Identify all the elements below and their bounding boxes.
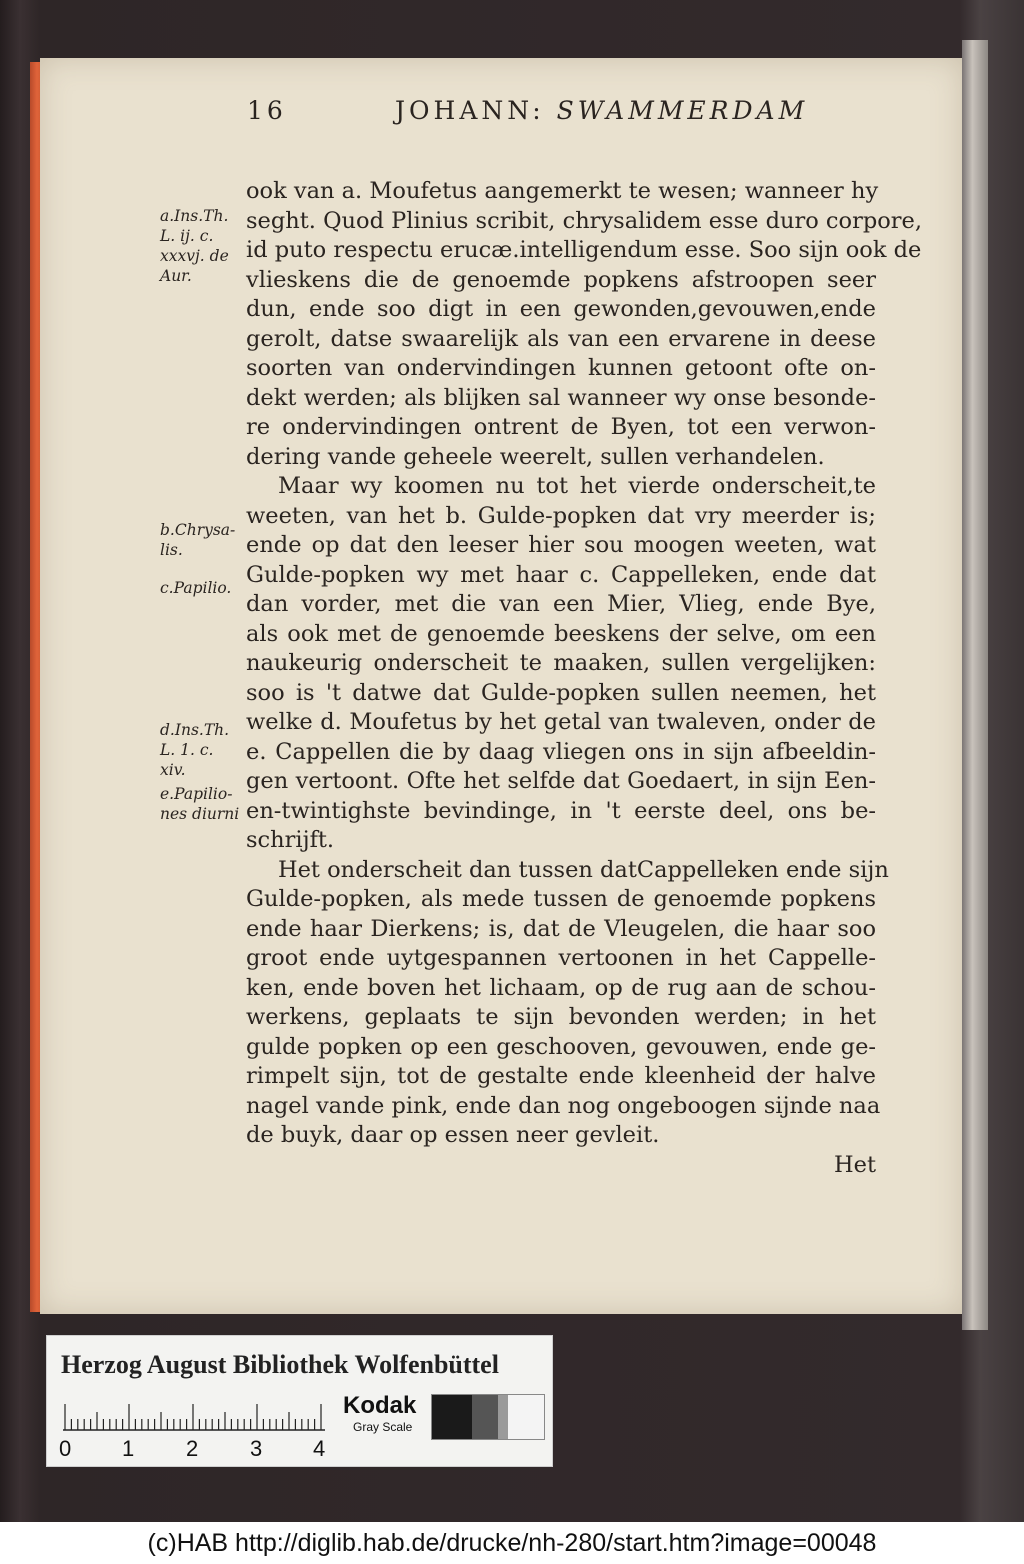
margin-note-line: c.Papilio. xyxy=(160,579,232,597)
gray-swatch xyxy=(472,1395,498,1439)
text-line: als ook met de genoemde beeskens der selve, om een xyxy=(246,620,876,647)
margin-note-line: e.Papilio- xyxy=(160,785,233,803)
text-line: dan vorder, met die van een Mier, Vlieg, ende Bye, xyxy=(246,591,876,617)
text-line: weeten, van het b. Gulde-popken dat vry meerder is; xyxy=(246,502,876,529)
text-line: soo is 't datwe dat Gulde-popken sullen neemen, het xyxy=(246,679,876,706)
ruler-number: 3 xyxy=(250,1436,263,1461)
body-text xyxy=(246,177,923,1180)
margin-note-line: a.Ins.Th. xyxy=(160,207,229,225)
text-line: schrijft. xyxy=(246,827,335,853)
margin-note-line: L. ij. c. xyxy=(160,227,214,245)
text-line: id puto respectu erucæ.intelligendum esse. Soo sijn ook de xyxy=(246,237,922,263)
ruler-number: 2 xyxy=(186,1436,199,1461)
gray-swatch xyxy=(432,1395,472,1439)
margin-note-a xyxy=(160,206,248,286)
book-fore-edge xyxy=(962,40,988,1330)
running-head-upright: JOHANN: xyxy=(395,96,545,125)
text-line: ken, ende boven het lichaam, op de rug aan de schou- xyxy=(246,974,876,1001)
running-head-italic: SWAMMERDAM xyxy=(556,96,809,125)
text-line: dun, ende soo digt in een gewonden,gevouwen,ende xyxy=(246,296,876,322)
text-line: nagel vande pink, ende dan nog ongeboogen sijnde naa xyxy=(246,1092,881,1119)
margin-note-line: Aur. xyxy=(160,267,192,285)
ruler-number: 1 xyxy=(122,1436,135,1461)
text-line: naukeurig onderscheit te maaken, sullen vergelijken: xyxy=(246,650,876,676)
margin-note-b xyxy=(160,520,248,560)
text-line: Het onderscheit dan tussen datCappelleken ende sijn xyxy=(278,856,889,883)
text-line: ook van a. Moufetus aangemerkt te wesen; wanneer hy xyxy=(246,178,879,204)
margin-note-e xyxy=(160,784,248,824)
text-line: dering vande geheele weerelt, sullen verhandelen. xyxy=(246,443,825,470)
kodak-logo: Kodak xyxy=(343,1392,417,1419)
margin-note-d xyxy=(160,720,248,780)
credit-footer: (c)HAB http://diglib.hab.de/drucke/nh-280/start.htm?image=00048 xyxy=(0,1522,1024,1564)
text-line: seght. Quod Plinius scribit, chrysalidem esse duro corpore, xyxy=(246,207,923,234)
text-line: soorten van ondervindingen kunnen getoont ofte on- xyxy=(246,355,876,381)
running-head-title xyxy=(395,96,808,125)
running-head xyxy=(247,96,887,136)
gray-scale-label: Gray Scale xyxy=(353,1420,413,1434)
page-number: 16 xyxy=(247,96,287,125)
text-line: e. Cappellen die by daag vliegen ons in sijn afbeeldin- xyxy=(246,738,876,765)
text-line: Maar wy koomen nu tot het vierde onderscheit,te xyxy=(278,473,876,499)
margin-note-line: xiv. xyxy=(160,761,186,779)
margin-note-line: xxxvj. de xyxy=(160,247,229,265)
text-line: dekt werden; als blijken sal wanneer wy onse besonde- xyxy=(246,384,876,411)
color-target xyxy=(46,1335,553,1467)
text-line: ende haar Dierkens; is, dat de Vleugelen, die haar soo xyxy=(246,915,876,942)
gray-swatch xyxy=(498,1395,508,1439)
margin-note-line: b.Chrysa- xyxy=(160,521,236,539)
margin-note-line: lis. xyxy=(160,541,183,559)
text-line: re ondervindingen ontrent de Byen, tot een verwon- xyxy=(246,414,876,440)
ruler-scale xyxy=(63,1402,327,1432)
ruler-number: 0 xyxy=(59,1436,72,1461)
text-line: welke d. Moufetus by het getal van twaleven, onder de xyxy=(246,709,876,735)
ruler-number: 4 xyxy=(313,1436,326,1461)
library-name: Herzog August Bibliothek Wolfenbüttel xyxy=(61,1350,499,1379)
text-line: Gulde-popken, als mede tussen de genoemde popkens xyxy=(246,886,876,912)
margin-note-c xyxy=(160,578,248,598)
text-line: gulde popken op een geschooven, gevouwen, ende ge- xyxy=(246,1033,876,1060)
text-line: en-twintighste bevindinge, in 't eerste deel, ons be- xyxy=(246,797,876,824)
gray-swatch xyxy=(508,1395,544,1439)
text-line: gen vertoont. Ofte het selfde dat Goedaert, in sijn Een- xyxy=(246,768,876,794)
text-line: de buyk, daar op essen neer gevleit. xyxy=(246,1122,660,1148)
text-line: gerolt, datse swaarelijk als van een ervarene in deese xyxy=(246,325,876,352)
text-line: werkens, geplaats te sijn bevonden werden; in het xyxy=(246,1004,876,1030)
ruler-numbers xyxy=(59,1436,329,1466)
margin-note-line: nes diurni xyxy=(160,805,240,823)
text-line: Gulde-popken wy met haar c. Cappelleken, ende dat xyxy=(246,561,876,588)
text-line: groot ende uytgespannen vertoonen in het Cappelle- xyxy=(246,945,876,971)
text-line: rimpelt sijn, tot de gestalte ende kleenheid der halve xyxy=(246,1063,876,1089)
gray-swatches xyxy=(431,1394,545,1440)
margin-note-line: d.Ins.Th. xyxy=(160,721,230,739)
text-line: ende op dat den leeser hier sou moogen weeten, wat xyxy=(246,532,876,558)
margin-note-line: L. 1. c. xyxy=(160,741,214,759)
catchword: Het xyxy=(834,1151,876,1178)
text-line: vlieskens die de genoemde popkens afstroopen seer xyxy=(246,266,876,293)
